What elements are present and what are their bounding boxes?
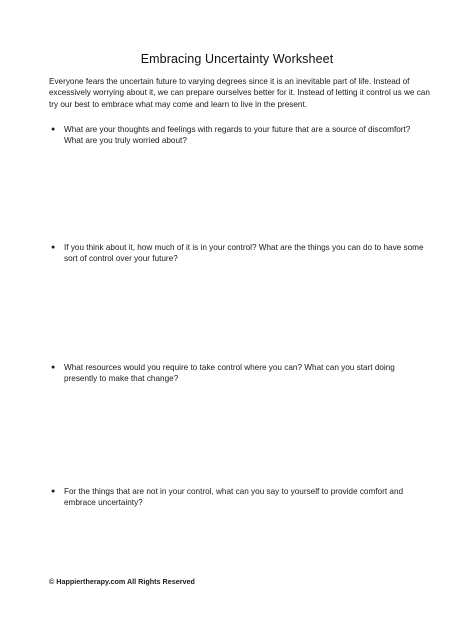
question-item bbox=[51, 362, 424, 385]
bullet-icon: ● bbox=[51, 364, 56, 371]
bullet-icon: ● bbox=[51, 126, 56, 133]
question-item bbox=[51, 124, 424, 147]
question-item bbox=[51, 486, 424, 509]
question-text: If you think about it, how much of it is in your control? What are the things you can do to have some sort of control over your future? bbox=[64, 243, 424, 264]
question-text: What are your thoughts and feelings with regards to your future that are a source of discomfort? What are you truly worried about? bbox=[64, 125, 411, 146]
bullet-icon: ● bbox=[51, 244, 56, 251]
worksheet-title: Embracing Uncertainty Worksheet bbox=[140, 52, 334, 66]
question-item bbox=[51, 242, 424, 265]
question-text: For the things that are not in your control, what can you say to yourself to provide comfort and embrace uncertainty? bbox=[64, 487, 404, 508]
bullet-icon: ● bbox=[51, 488, 56, 495]
copyright-footer: © Happiertherapy.com All Rights Reserved bbox=[49, 577, 195, 586]
question-text: What resources would you require to take control where you can? What can you start doing presently to make that change? bbox=[64, 363, 395, 384]
intro-paragraph: Everyone fears the uncertain future to varying degrees since it is an inevitable part of life. Instead of excessively worrying about it, we can prepare ourselves better for it. Instead of letting it control us we can try our best to embrace what may come and learn to live in the present. bbox=[49, 77, 430, 109]
